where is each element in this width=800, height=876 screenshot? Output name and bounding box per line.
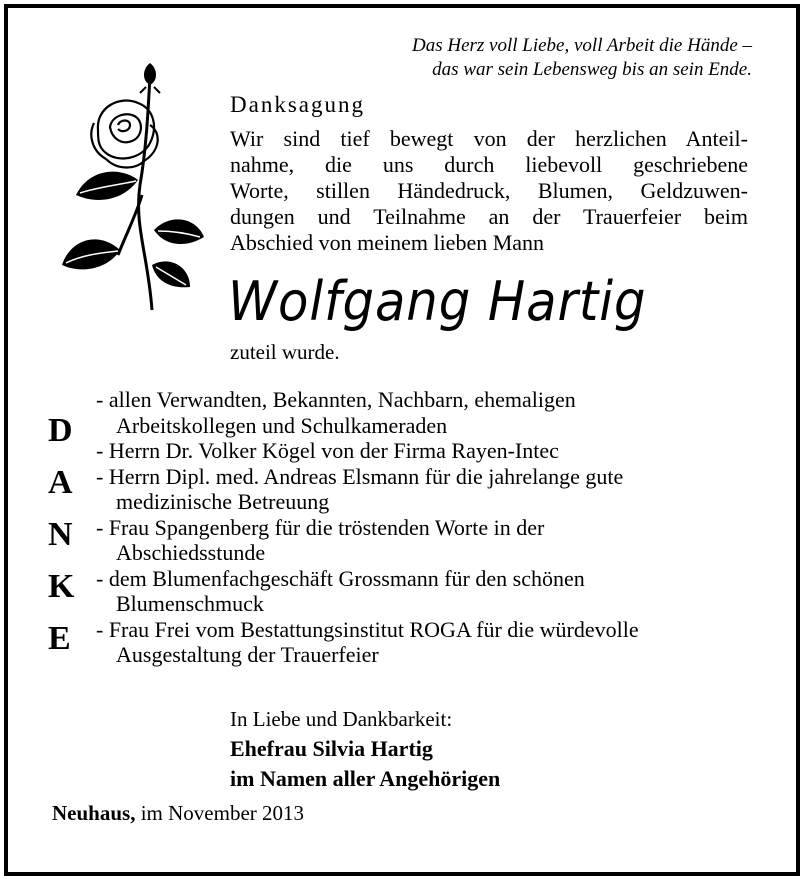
motto-line-2: das war sein Lebensweg bis an sein Ende.	[432, 59, 752, 80]
danke-acrostic	[48, 405, 84, 665]
danke-letter: K	[48, 568, 75, 605]
thanks-item	[96, 617, 756, 668]
thanks-item	[96, 464, 756, 515]
thanks-item-line: - Frau Spangenberg für die tröstenden Worte in der	[96, 514, 545, 540]
closing-greeting: In Liebe und Dankbarkeit:	[230, 707, 453, 731]
place-date	[52, 801, 304, 826]
intro-text	[230, 126, 748, 256]
motto-line-1: Das Herz voll Liebe, voll Arbeit die Hände –	[411, 35, 752, 56]
intro-line: Worte, stillen Händedruck, Blumen, Geldzuwen-	[230, 178, 748, 203]
thanks-item-line: - Frau Frei vom Bestattungsinstitut ROGA für die würdevolle	[96, 616, 639, 642]
thanks-list	[96, 387, 756, 668]
thanks-item-line: - dem Blumenfachgeschäft Grossmann für den schönen	[96, 565, 585, 591]
danke-letter: D	[48, 412, 73, 449]
thanks-item	[96, 438, 756, 464]
thanks-item	[96, 566, 756, 617]
thanks-item-continuation: Abschiedsstunde	[116, 540, 266, 565]
danke-letter: N	[48, 516, 73, 553]
motto	[272, 34, 752, 82]
heading-danksagung: Danksagung	[230, 92, 365, 117]
place-date-text: im November 2013	[140, 801, 305, 825]
thanks-item	[96, 515, 756, 566]
thanks-item-line: - allen Verwandten, Bekannten, Nachbarn, ehemaligen	[96, 387, 576, 412]
rose-icon	[58, 55, 208, 320]
danke-letter: A	[48, 464, 73, 501]
thanks-item-continuation: Blumenschmuck	[116, 591, 264, 616]
thanks-item	[96, 387, 756, 438]
intro-line: dungen und Teilnahme an der Trauerfeier beim	[230, 204, 748, 229]
thanks-item-continuation: Arbeitskollegen und Schulkameraden	[116, 412, 448, 438]
thanks-item-continuation: medizinische Betreuung	[116, 489, 330, 514]
danke-letter: E	[48, 620, 71, 657]
closing-block	[230, 704, 500, 794]
thanks-item-continuation: Ausgestaltung der Trauerfeier	[116, 642, 379, 667]
thanks-item-line: - Herrn Dr. Volker Kögel von der Firma Rayen-Intec	[96, 438, 559, 463]
intro-line: Abschied von meinem lieben Mann	[230, 230, 545, 255]
thanks-item-line: - Herrn Dipl. med. Andreas Elsmann für die jahrelange gute	[96, 463, 624, 489]
place-city: Neuhaus,	[52, 801, 136, 825]
intro-line: Wir sind tief bewegt von der herzlichen Anteil-	[230, 126, 748, 151]
signatory-family: im Namen aller Angehörigen	[230, 766, 501, 791]
intro-line: nahme, die uns durch liebevoll geschriebene	[230, 152, 748, 177]
signatory: Ehefrau Silvia Hartig	[230, 736, 433, 761]
after-name-text: zuteil wurde.	[230, 340, 340, 364]
deceased-name: Wolfgang Hartig	[228, 270, 647, 333]
